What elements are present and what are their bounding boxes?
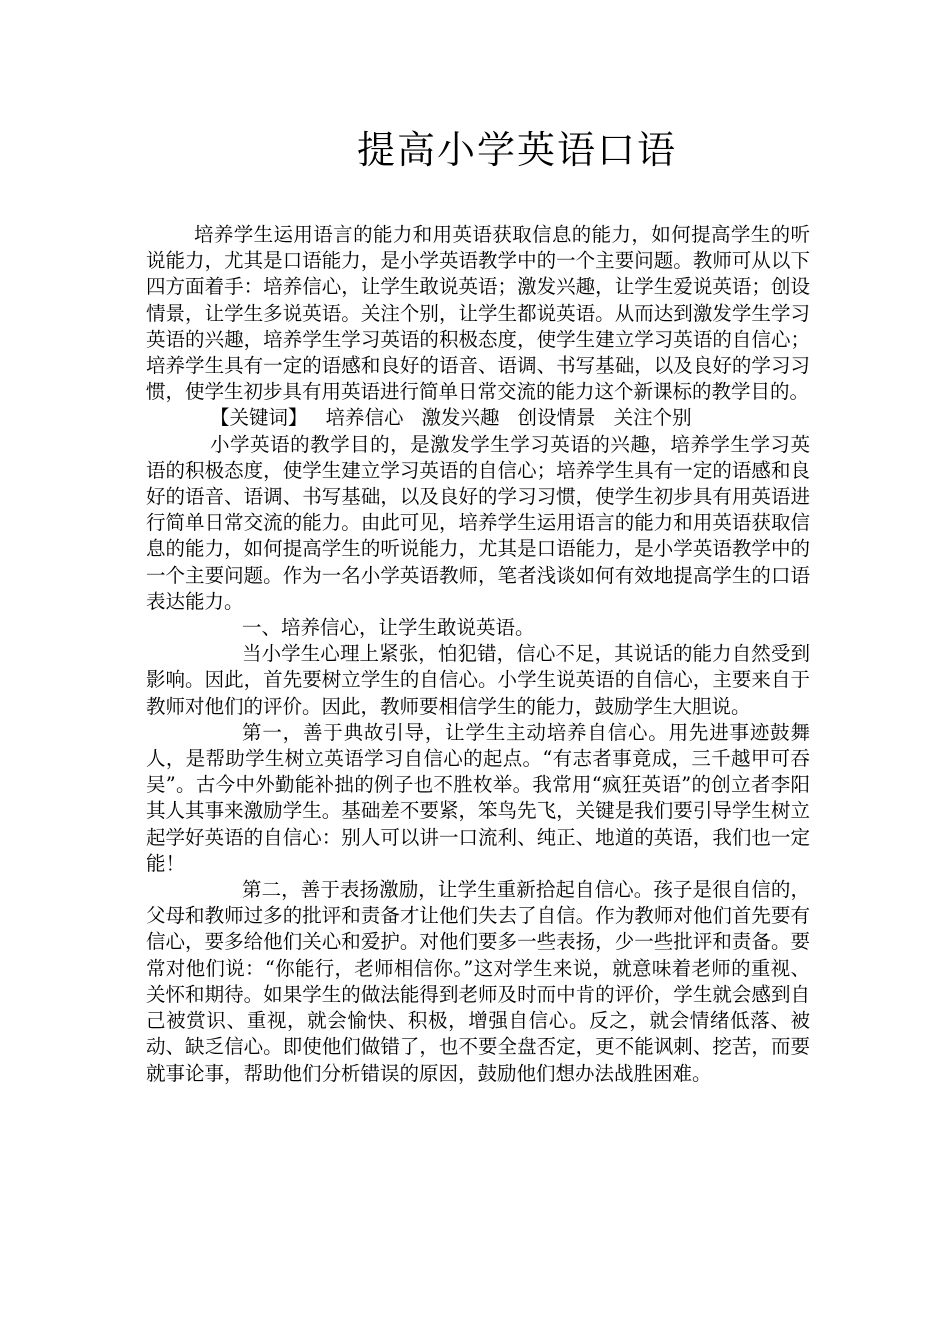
section-heading: 一、培养信心，让学生敢说英语。 [242, 616, 535, 640]
document-title: 提高小学英语口语 [356, 128, 677, 172]
body-paragraph: 第二，善于表扬激励，让学生重新拾起自信心。孩子是很自信的，父母和教师过多的批评和责备才让他们失去了自信。作为教师对他们首先要有信心，要多给他们关心和爱护。对他们要多一些表扬，少一些批评和责备。要常对他们说：“你能行，老师相信你。”这对学生来说，就意味着老师的重视、关怀和期待。如果学生的做法能得到老师及时而中肯的评价，学生就会感到自己被赏识、重视，就会愉快、积极，增强自信心。反之，就会情绪低落、被动、缺乏信心。即使他们做错了，也不要全盘否定，更不能讽刺、挖苦，而要就事论事，帮助他们分析错误的原因，鼓励他们想办法战胜困难。 [146, 878, 810, 1085]
intro-paragraph: 小学英语的教学目的，是激发学生学习英语的兴趣，培养学生学习英语的积极态度，使学生建立学习英语的自信心；培养学生具有一定的语感和良好的语音、语调、书写基础，以及良好的学习习惯，使学生初步具有用英语进行简单日常交流的能力。由此可见，培养学生运用语言的能力和用英语获取信息的能力，如何提高学生的听说能力，尤其是口语能力，是小学英语教学中的一个主要问题。作为一名小学英语教师，笔者浅谈如何有效地提高学生的口语表达能力。 [146, 432, 810, 613]
keyword-item: 关注个别 [613, 406, 692, 430]
keyword-item: 培养信心 [325, 406, 404, 430]
keyword-item: 激发兴趣 [421, 406, 500, 430]
body-paragraph: 当小学生心理上紧张，怕犯错，信心不足，其说话的能力自然受到影响。因此，首先要树立学生的自信心。小学生说英语的自信心，主要来自于教师对他们的评价。因此，教师要相信学生的能力，鼓励学生大胆说。 [146, 642, 810, 718]
keyword-item: 创设情景 [517, 406, 596, 430]
body-paragraph: 第一，善于典故引导，让学生主动培养自信心。用先进事迹鼓舞人，是帮助学生树立英语学习自信心的起点。“有志者事竟成，三千越甲可吞吴”。古今中外勤能补拙的例子也不胜枚举。我常用“疯狂英语”的创立者李阳其人其事来激励学生。基础差不要紧，笨鸟先飞，关键是我们要引导学生树立起学好英语的自信心：别人可以讲一口流利、纯正、地道的英语，我们也一定能！ [146, 720, 810, 875]
keywords-label: 【关键词】 [210, 406, 308, 430]
keywords-line [146, 405, 810, 431]
document-body [146, 222, 810, 1087]
abstract-paragraph: 培养学生运用语言的能力和用英语获取信息的能力，如何提高学生的听说能力，尤其是口语能力，是小学英语教学中的一个主要问题。教师可从以下四方面着手：培养信心，让学生敢说英语；激发兴趣，让学生爱说英语；创设情景，让学生多说英语。关注个别，让学生都说英语。从而达到激发学生学习英语的兴趣，培养学生学习英语的积极态度，使学生建立学习英语的自信心；培养学生具有一定的语感和良好的语音、语调、书写基础，以及良好的学习习惯，使学生初步具有用英语进行简单日常交流的能力这个新课标的教学目的。 [146, 223, 810, 404]
